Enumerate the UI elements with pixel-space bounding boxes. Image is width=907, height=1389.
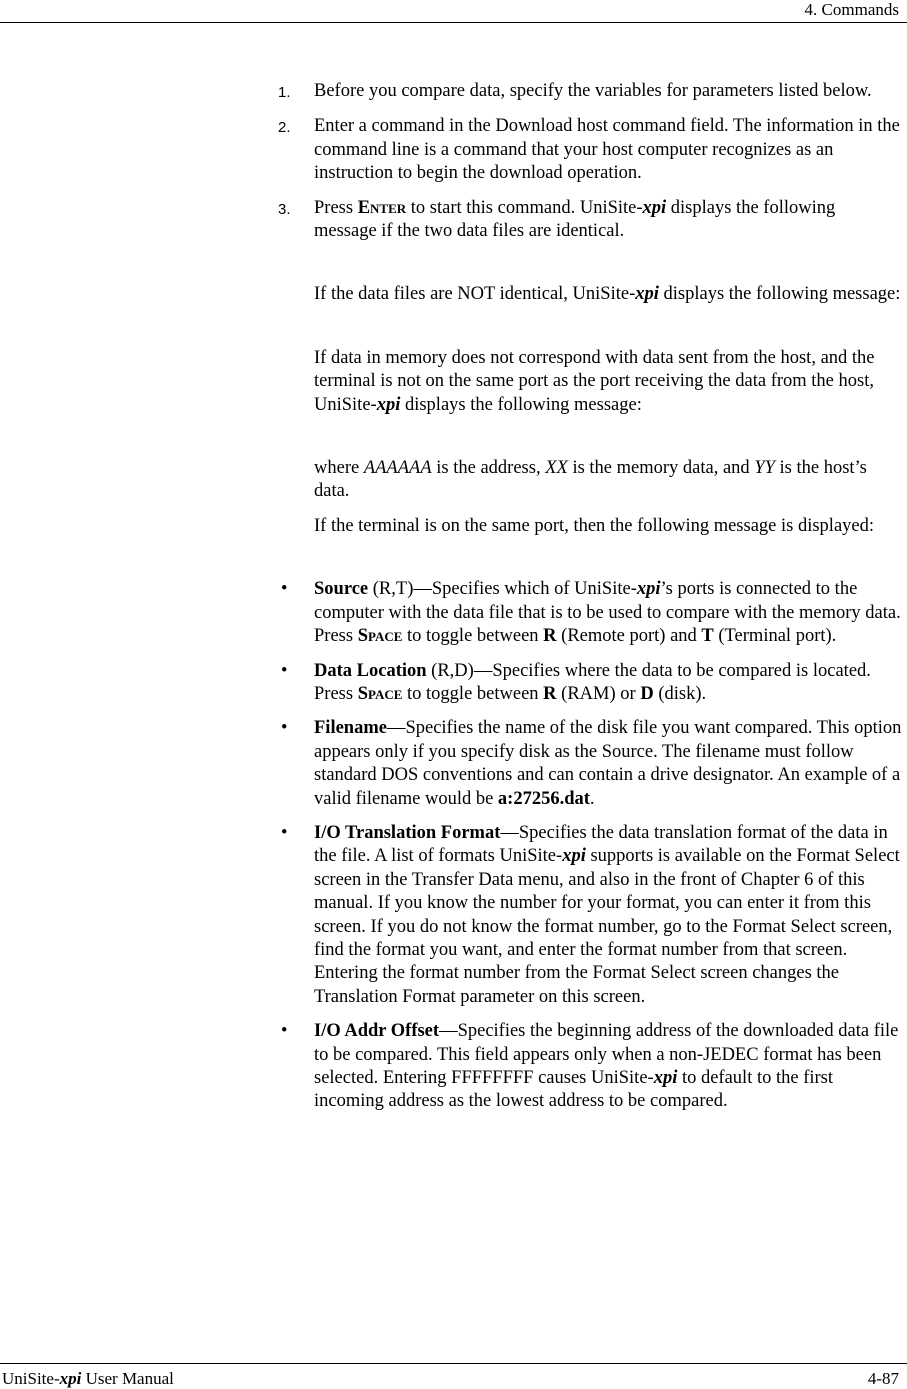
bullet-glyph: • [281,1021,288,1042]
paragraph-not-correspond [314,347,902,417]
space-key: Space [357,683,403,704]
text-run: If data in memory does not correspond with data sent from the host, and the terminal is not on the same port as the port receiving the data from the host, UniSite- [314,347,875,415]
term-addr-offset: I/O Addr Offset [314,1021,440,1042]
text-run: to default to the first incoming address as the lowest address to be compared. [314,1068,833,1112]
text-run: (RAM) or [556,683,641,704]
bullet-translation-format [278,822,902,1009]
text-run: Press [314,197,358,218]
text-run: is the address, [431,458,546,479]
product-name: xpi [636,579,661,600]
example-filename: a:27256.dat [497,788,590,809]
text-run: (R,D)—Specifies where the data to be compared is located. Press [314,660,871,704]
text-run: (disk). [653,683,707,704]
bullet-addr-offset [278,1020,902,1114]
term-filename: Filename [314,718,387,739]
bullet-glyph: • [281,822,288,843]
bullet-text [314,660,902,707]
text-run: User Manual [81,1369,174,1388]
text-run: —Specifies the data translation format of the data in the file. A list of formats UniSite- [314,822,888,867]
text-run: displays the following message: [400,394,642,415]
text-run: where [314,458,364,479]
step-text [314,197,902,244]
text-run: UniSite- [2,1369,60,1388]
option-d: D [640,683,654,704]
step-number: 2. [278,119,291,137]
bullet-text [314,822,902,1009]
text-run: . [589,788,595,809]
bullet-text [314,717,902,811]
bullet-text [314,1020,902,1114]
step-2 [278,115,902,185]
bullet-filename [278,717,902,811]
memory-variable: XX [545,458,568,479]
bullet-text [314,578,902,648]
product-name: xpi [562,846,586,867]
step-number: 1. [278,84,291,101]
text-run: displays the following message if the two data files are identical. [314,197,836,242]
text-run: displays the following message: [658,284,901,305]
step-text: Enter a command in the Download host command field. The information in the command line is a command that your host computer recognizes as an instruction to begin the download operation. [314,116,900,184]
text-run: to toggle between [402,626,544,647]
text-run: to toggle between [402,683,544,704]
product-name: xpi [653,1068,678,1088]
text-run: If the data files are NOT identical, UniSite- [314,284,636,305]
footer-rule [0,1363,907,1364]
text-run: (Terminal port). [713,626,837,647]
bullet-source [278,578,902,648]
product-name: xpi [635,284,659,305]
product-name: xpi [59,1369,82,1388]
header-rule [0,22,907,23]
host-variable: YY [754,458,775,479]
space-key: Space [357,626,403,647]
page-number: 4-87 [867,1369,899,1388]
term-data-location: Data Location [314,660,427,681]
paragraph-same-port: If the terminal is on the same port, then the following message is displayed: [314,515,875,536]
text-run: —Specifies the name of the disk file you want compared. This option appears only if you specify disk as the Source. The filename must follow standard DOS conventions and can contain a drive designator. An example of a valid filename would be [314,718,902,809]
enter-key: Enter [357,197,407,218]
text-run: ’s ports is connected to the computer with the data file that is to be used to compare with the memory data. Press [314,579,901,647]
bullet-data-location [278,660,902,707]
paragraph-not-identical [314,283,902,306]
step-text: Before you compare data, specify the variables for parameters listed below. [314,81,872,101]
step-3 [278,197,902,244]
text-run: is the memory data, and [567,458,755,479]
text-run: supports is available on the Format Select screen in the Transfer Data menu, and also in the front of Chapter 6 of this manual. If you know the number for your format, you can enter it from this screen. If you do not know the format number, go to the Format Select screen, find the format you want, and enter the format number from that screen. Entering the format number from the Format Select screen changes the Translation Format parameter on this screen. [314,846,900,1007]
option-t: T [701,626,714,647]
option-r: R [543,626,557,647]
step-1 [278,80,902,104]
bullet-glyph: • [281,579,288,600]
bullet-glyph: • [281,718,288,739]
text-run: is the host’s data. [314,458,867,502]
footer-manual-title [2,1369,174,1389]
address-variable: AAAAAA [363,458,432,479]
step-number: 3. [278,200,291,218]
running-header: 4. Commands [804,0,899,19]
product-name: xpi [642,197,667,218]
page-body [278,80,902,1125]
term-source: Source [314,579,369,600]
text-run: (R,T)—Specifies which of UniSite- [368,579,637,600]
text-run: (Remote port) and [556,626,702,647]
bullet-glyph: • [281,660,288,681]
term-translation-format: I/O Translation Format [314,822,501,843]
text-run: —Specifies the beginning address of the downloaded data file to be compared. This field appears only when a non-JEDEC format has been selected. Entering FFFFFFFF causes UniSite- [314,1021,899,1088]
option-r: R [543,683,557,704]
text-run: to start this command. UniSite- [406,197,643,218]
paragraph-where [314,457,902,504]
product-name: xpi [376,394,401,415]
